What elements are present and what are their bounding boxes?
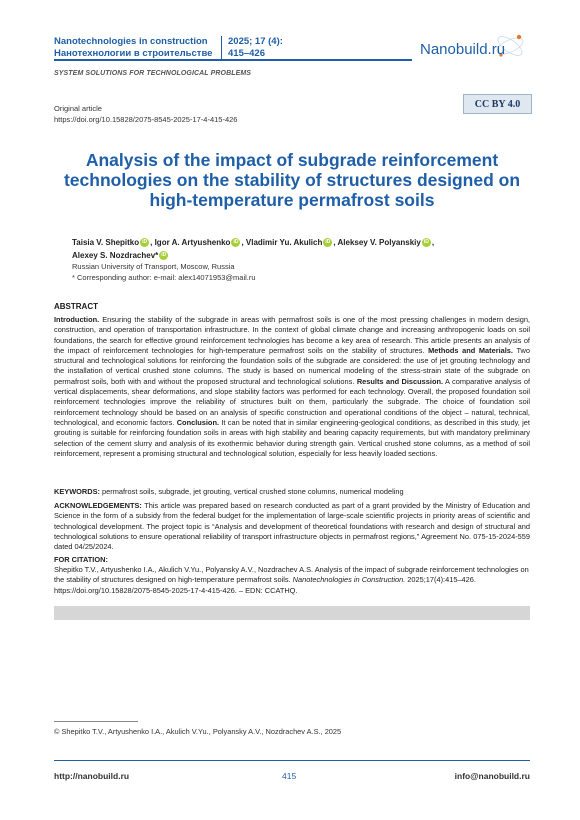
keywords [54,487,530,497]
journal-name-ru: Нанотехнологии в строительстве [54,48,213,59]
issue-volume: 2025; 17 (4): [228,36,283,47]
logo-text: Nanobuild.ru [420,41,506,58]
author-list [72,236,472,262]
journal-name-en: Nanotechnologies in construction [54,36,208,47]
page-number: 415 [282,771,297,781]
results-label: Results and Discussion. [354,376,444,386]
author-1[interactable]: Taisia V. Shepitko [72,238,140,247]
citation-heading: FOR CITATION: [54,555,108,564]
separator-bar [54,606,530,620]
author-5[interactable]: Alexey S. Nozdrachev* [72,251,159,260]
ack-label: ACKNOWLEDGEMENTS: [54,501,142,510]
ack-text: This article was prepared based on research conducted as part of a grant provided by the Ministry of Education and Science in the form of a subsidy from the federal budget for the implementation of large-scale scientific projects in priority areas of scientific and technological development. The project topic is “Analysis and development of theoretical foundations with research and design of structural and technological solutions to ensure operational reliability of transport infrastructure objects in permafrost regions,” Agreement No. 075-15-2024-559 dated 04/25/2024. [54,501,530,552]
footer-rule [54,760,530,761]
affiliation-block [72,261,256,283]
nanobuild-logo [418,28,536,68]
keywords-label: KEYWORDS: [54,487,100,496]
corresponding-author: * Corresponding author: e-mail: alex14071953@mail.ru [72,273,256,282]
abstract-heading: ABSTRACT [54,302,98,311]
author-3[interactable]: , Vladimir Yu. Akulich [241,238,323,247]
doi-link[interactable]: https://doi.org/10.15828/2075-8545-2025-17-4-415-426 [54,115,238,124]
citation-details: 2025;17(4):415–426. https://doi.org/10.15828/2075-8545-2025-17-4-415-426. – EDN: CCATHQ. [54,575,476,595]
copyright-footnote: © Shepitko T.V., Artyushenko I.A., Akulich V.Yu., Polyansky A.V., Nozdrachev A.S., 2025 [54,727,342,736]
orcid-icon[interactable]: iD [325,239,331,246]
journal-name [54,36,212,60]
footer-email[interactable]: info@nanobuild.ru [454,771,530,781]
header-rule [54,59,412,61]
keywords-text: permafrost soils, subgrade, jet grouting, vertical crushed stone columns, numerical modeling [100,487,404,496]
conclusion-label: Conclusion. [174,417,220,427]
orcid-icon[interactable]: iD [142,239,148,246]
license-badge[interactable]: CC BY 4.0 [463,94,532,114]
article-type: Original article [54,104,102,113]
intro-label: Introduction. [54,315,100,324]
author-4[interactable]: , Aleksey V. Polyanskiy [333,238,421,247]
orcid-icon[interactable]: iD [233,239,239,246]
affiliation: Russian University of Transport, Moscow, Russia [72,262,235,271]
abstract-text [54,315,530,459]
author-separator: , [431,238,435,247]
intro-text: Ensuring the stability of the subgrade in areas with permafrost soils is one of the most pressing challenges in modern design, construction, and operation of transportation infrastructure. In the context of global climate change and increasing anthropogenic loads on soil foundations, the search for effective ground reinforcement technologies has become a key area of research. This article presents an analysis of the impact of reinforcement technologies for high-temperature permafrost soils on the stability of structures. [54,315,530,355]
acknowledgements [54,501,530,552]
footnote-rule [54,721,138,722]
citation-authors: Shepitko T.V., Artyushenko I.A., Akulich V.Yu., Polyansky A.V., Nozdrachev A.S. Analysis of the impact of subgrade reinforcement technologies on the stability of structures designed on high-temperature permafrost soils. [54,565,529,585]
orcid-icon[interactable]: iD [423,239,429,246]
methods-label: Methods and Materials. [424,345,513,355]
citation-text [54,565,530,596]
orcid-icon[interactable]: iD [161,252,167,259]
results-text: A comparative analysis of vertical displacements, shear deformations, and slope stability factors was performed for each technology. Overall, the proposed foundation soil reinforcement technologies improve the reliability of structures built on them, particularly the subgrade. The choice of foundation soil reinforcement technology should be based on an analysis of specific construction and operational conditions of the object – natural, technical, technological, and economic factors. [54,376,531,427]
author-2[interactable]: , Igor A. Artyushenko [150,238,231,247]
conclusion-text: It can be noted that in similar engineering-geological conditions, as described in this study, jet grouting is suitable for reinforcing foundation soils in areas with high stability and bearing capacity requirements, but with mandatory preliminary selection of the cement slurry and analysis of its exothermic behavior during strength gain. Vertical crushed stone columns, as a method of soil reinforcement, represent a promising structural and technological solution, especially for less heavily loaded sections. [54,417,530,458]
issue-info [221,36,283,60]
citation-journal: Nanotechnologies in Construction. [292,575,406,585]
article-title: Analysis of the impact of subgrade reinforcement technologies on the stability of structures designed on high-temperature permafrost soils [63,150,521,210]
methods-text: Two structural and technological solutions for reinforcing the foundation soils of the subgrade are considered: the use of jet grouting technology and the installation of vertical crushed stone columns. The study is based on numerical modeling of the stress-strain state of the subgrade on permafrost soils, both with and without the proposed structural and technological solutions. [54,345,531,386]
section-title: SYSTEM SOLUTIONS FOR TECHNOLOGICAL PROBLEMS [54,70,252,77]
article-meta [54,103,237,125]
issue-pages: 415–426 [228,48,265,59]
footer-url[interactable]: http://nanobuild.ru [54,771,130,781]
